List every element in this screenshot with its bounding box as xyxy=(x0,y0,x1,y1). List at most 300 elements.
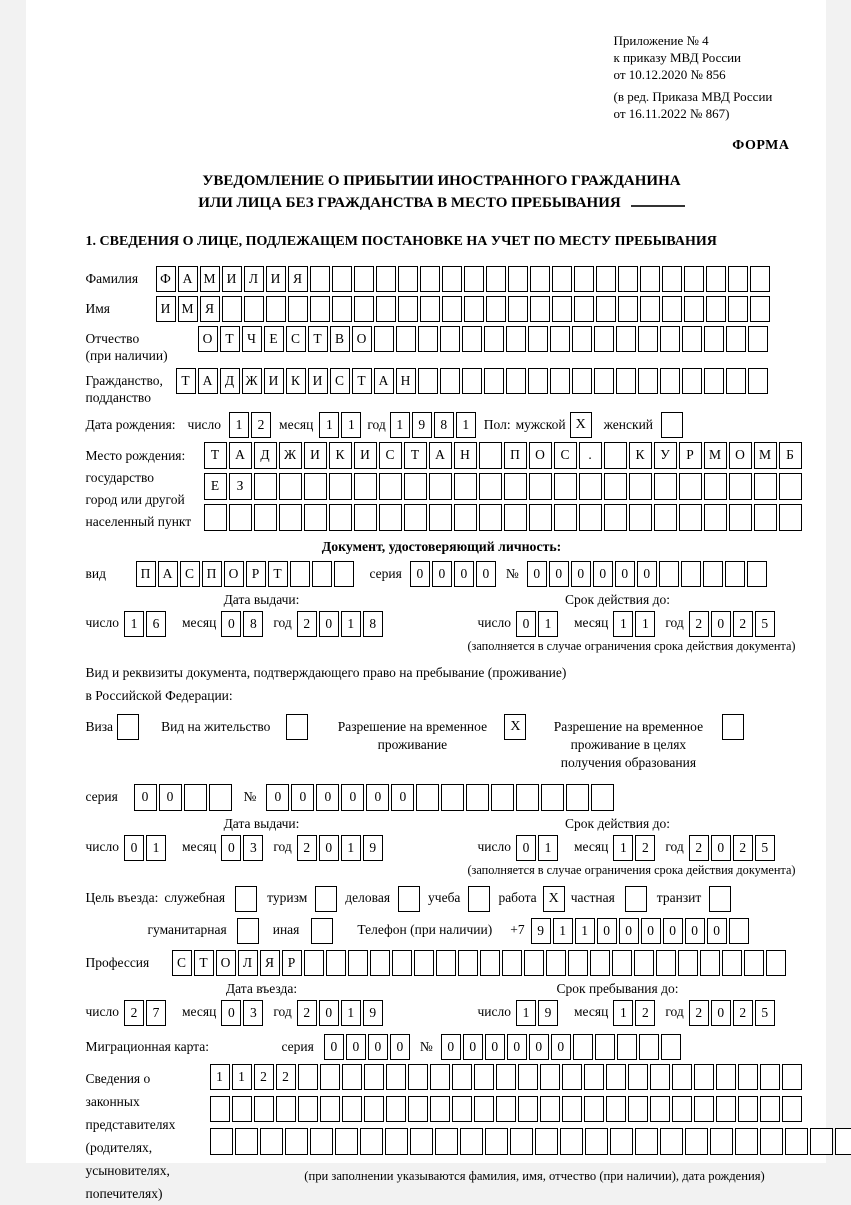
char-cell[interactable] xyxy=(442,296,462,322)
char-cell[interactable]: У xyxy=(654,442,677,469)
char-cell[interactable]: 5 xyxy=(755,835,775,861)
char-cell[interactable] xyxy=(530,296,550,322)
purpose-humanitarian-checkbox[interactable] xyxy=(237,918,259,944)
char-cell[interactable]: 0 xyxy=(324,1034,344,1060)
char-cell[interactable] xyxy=(354,296,374,322)
char-cell[interactable]: 1 xyxy=(635,611,655,637)
char-cell[interactable] xyxy=(480,950,500,976)
char-cell[interactable]: П xyxy=(202,561,222,587)
char-cell[interactable]: О xyxy=(216,950,236,976)
char-cell[interactable]: С xyxy=(554,442,577,469)
char-cell[interactable] xyxy=(310,296,330,322)
char-cell[interactable]: 1 xyxy=(390,412,410,438)
char-cell[interactable] xyxy=(508,296,528,322)
char-cell[interactable] xyxy=(479,473,502,500)
char-cell[interactable]: И xyxy=(354,442,377,469)
char-cell[interactable] xyxy=(729,504,752,531)
char-cell[interactable]: 3 xyxy=(243,835,263,861)
char-cell[interactable]: 0 xyxy=(507,1034,527,1060)
char-cell[interactable] xyxy=(396,326,416,352)
char-cell[interactable] xyxy=(312,561,332,587)
char-cell[interactable]: 0 xyxy=(134,784,157,811)
char-cell[interactable] xyxy=(329,504,352,531)
char-cell[interactable]: 1 xyxy=(538,611,558,637)
char-cell[interactable] xyxy=(379,473,402,500)
char-cell[interactable] xyxy=(750,296,770,322)
char-cell[interactable] xyxy=(618,266,638,292)
char-cell[interactable] xyxy=(640,296,660,322)
char-cell[interactable]: К xyxy=(629,442,652,469)
char-cell[interactable]: 1 xyxy=(229,412,249,438)
char-cell[interactable]: К xyxy=(329,442,352,469)
char-cell[interactable] xyxy=(276,1096,296,1122)
char-cell[interactable] xyxy=(728,296,748,322)
char-cell[interactable]: 2 xyxy=(635,835,655,861)
char-cell[interactable]: . xyxy=(579,442,602,469)
char-cell[interactable]: 0 xyxy=(319,1000,339,1026)
char-cell[interactable] xyxy=(617,1034,637,1060)
char-cell[interactable] xyxy=(442,266,462,292)
char-cell[interactable] xyxy=(440,326,460,352)
temp-residence-education-checkbox[interactable] xyxy=(722,714,744,740)
char-cell[interactable] xyxy=(379,504,402,531)
char-cell[interactable] xyxy=(572,326,592,352)
char-cell[interactable] xyxy=(729,918,749,944)
char-cell[interactable]: 9 xyxy=(412,412,432,438)
char-cell[interactable] xyxy=(684,296,704,322)
char-cell[interactable]: 1 xyxy=(341,412,361,438)
char-cell[interactable]: А xyxy=(158,561,178,587)
char-cell[interactable]: 8 xyxy=(363,611,383,637)
char-cell[interactable]: 0 xyxy=(597,918,617,944)
char-cell[interactable]: 0 xyxy=(711,835,731,861)
char-cell[interactable] xyxy=(385,1128,408,1155)
char-cell[interactable]: 0 xyxy=(711,1000,731,1026)
char-cell[interactable]: В xyxy=(330,326,350,352)
char-cell[interactable] xyxy=(650,1096,670,1122)
char-cell[interactable] xyxy=(716,1064,736,1090)
char-cell[interactable] xyxy=(232,1096,252,1122)
char-cell[interactable] xyxy=(606,1096,626,1122)
char-cell[interactable] xyxy=(735,1128,758,1155)
char-cell[interactable] xyxy=(210,1096,230,1122)
char-cell[interactable] xyxy=(682,326,702,352)
char-cell[interactable] xyxy=(594,326,614,352)
temp-residence-checkbox[interactable]: X xyxy=(504,714,526,740)
char-cell[interactable]: Т xyxy=(194,950,214,976)
char-cell[interactable]: М xyxy=(178,296,198,322)
char-cell[interactable] xyxy=(554,473,577,500)
char-cell[interactable] xyxy=(612,950,632,976)
char-cell[interactable] xyxy=(408,1064,428,1090)
char-cell[interactable] xyxy=(506,326,526,352)
char-cell[interactable] xyxy=(706,266,726,292)
char-cell[interactable] xyxy=(616,368,636,394)
char-cell[interactable]: С xyxy=(180,561,200,587)
char-cell[interactable] xyxy=(554,504,577,531)
char-cell[interactable] xyxy=(479,442,502,469)
char-cell[interactable] xyxy=(329,473,352,500)
char-cell[interactable]: 1 xyxy=(210,1064,230,1090)
char-cell[interactable]: 2 xyxy=(297,835,317,861)
char-cell[interactable]: 0 xyxy=(346,1034,366,1060)
char-cell[interactable]: 9 xyxy=(538,1000,558,1026)
char-cell[interactable] xyxy=(288,296,308,322)
char-cell[interactable] xyxy=(560,1128,583,1155)
char-cell[interactable]: 0 xyxy=(619,918,639,944)
char-cell[interactable]: 1 xyxy=(124,611,144,637)
char-cell[interactable] xyxy=(435,1128,458,1155)
char-cell[interactable]: А xyxy=(229,442,252,469)
char-cell[interactable] xyxy=(678,950,698,976)
char-cell[interactable] xyxy=(728,266,748,292)
char-cell[interactable] xyxy=(209,784,232,811)
char-cell[interactable] xyxy=(704,368,724,394)
char-cell[interactable]: 0 xyxy=(319,611,339,637)
char-cell[interactable] xyxy=(596,296,616,322)
char-cell[interactable]: 0 xyxy=(221,611,241,637)
char-cell[interactable]: 5 xyxy=(755,611,775,637)
char-cell[interactable]: 1 xyxy=(538,835,558,861)
char-cell[interactable] xyxy=(685,1128,708,1155)
char-cell[interactable] xyxy=(596,266,616,292)
char-cell[interactable]: 2 xyxy=(251,412,271,438)
char-cell[interactable] xyxy=(681,561,701,587)
char-cell[interactable] xyxy=(660,1128,683,1155)
char-cell[interactable] xyxy=(754,504,777,531)
char-cell[interactable] xyxy=(634,950,654,976)
char-cell[interactable] xyxy=(332,296,352,322)
char-cell[interactable] xyxy=(530,266,550,292)
char-cell[interactable]: О xyxy=(529,442,552,469)
char-cell[interactable]: 1 xyxy=(613,1000,633,1026)
char-cell[interactable]: 2 xyxy=(297,611,317,637)
char-cell[interactable]: 0 xyxy=(291,784,314,811)
char-cell[interactable] xyxy=(386,1064,406,1090)
char-cell[interactable] xyxy=(430,1096,450,1122)
char-cell[interactable]: Р xyxy=(679,442,702,469)
char-cell[interactable] xyxy=(420,266,440,292)
char-cell[interactable]: 0 xyxy=(441,1034,461,1060)
char-cell[interactable] xyxy=(279,504,302,531)
char-cell[interactable]: 1 xyxy=(232,1064,252,1090)
char-cell[interactable] xyxy=(725,561,745,587)
char-cell[interactable] xyxy=(491,784,514,811)
char-cell[interactable] xyxy=(392,950,412,976)
char-cell[interactable] xyxy=(684,266,704,292)
char-cell[interactable] xyxy=(590,950,610,976)
char-cell[interactable] xyxy=(572,368,592,394)
char-cell[interactable]: 7 xyxy=(146,1000,166,1026)
char-cell[interactable]: 2 xyxy=(733,611,753,637)
char-cell[interactable] xyxy=(462,368,482,394)
char-cell[interactable] xyxy=(585,1128,608,1155)
char-cell[interactable] xyxy=(716,1096,736,1122)
char-cell[interactable] xyxy=(573,1034,593,1060)
char-cell[interactable] xyxy=(628,1096,648,1122)
char-cell[interactable]: 3 xyxy=(243,1000,263,1026)
char-cell[interactable] xyxy=(754,473,777,500)
char-cell[interactable]: 1 xyxy=(146,835,166,861)
char-cell[interactable]: 0 xyxy=(476,561,496,587)
char-cell[interactable] xyxy=(639,1034,659,1060)
char-cell[interactable] xyxy=(332,266,352,292)
char-cell[interactable]: 0 xyxy=(551,1034,571,1060)
char-cell[interactable] xyxy=(320,1096,340,1122)
char-cell[interactable] xyxy=(441,784,464,811)
char-cell[interactable]: 2 xyxy=(689,611,709,637)
char-cell[interactable]: 8 xyxy=(434,412,454,438)
char-cell[interactable] xyxy=(506,368,526,394)
char-cell[interactable] xyxy=(635,1128,658,1155)
char-cell[interactable] xyxy=(594,368,614,394)
char-cell[interactable]: 0 xyxy=(432,561,452,587)
char-cell[interactable]: К xyxy=(286,368,306,394)
char-cell[interactable] xyxy=(529,504,552,531)
char-cell[interactable] xyxy=(464,296,484,322)
char-cell[interactable] xyxy=(616,326,636,352)
char-cell[interactable] xyxy=(584,1064,604,1090)
char-cell[interactable] xyxy=(562,1096,582,1122)
char-cell[interactable] xyxy=(694,1064,714,1090)
char-cell[interactable] xyxy=(508,266,528,292)
char-cell[interactable] xyxy=(738,1096,758,1122)
char-cell[interactable]: А xyxy=(198,368,218,394)
char-cell[interactable] xyxy=(540,1096,560,1122)
char-cell[interactable] xyxy=(604,442,627,469)
char-cell[interactable] xyxy=(229,504,252,531)
char-cell[interactable] xyxy=(562,1064,582,1090)
char-cell[interactable]: 1 xyxy=(516,1000,536,1026)
char-cell[interactable]: 0 xyxy=(266,784,289,811)
char-cell[interactable]: Л xyxy=(244,266,264,292)
char-cell[interactable]: 2 xyxy=(689,1000,709,1026)
char-cell[interactable]: 8 xyxy=(243,611,263,637)
char-cell[interactable]: Р xyxy=(282,950,302,976)
char-cell[interactable] xyxy=(672,1064,692,1090)
char-cell[interactable] xyxy=(429,504,452,531)
char-cell[interactable] xyxy=(254,504,277,531)
char-cell[interactable]: 0 xyxy=(390,1034,410,1060)
char-cell[interactable] xyxy=(235,1128,258,1155)
char-cell[interactable]: 0 xyxy=(516,611,536,637)
char-cell[interactable]: Т xyxy=(268,561,288,587)
char-cell[interactable] xyxy=(504,473,527,500)
char-cell[interactable]: Т xyxy=(352,368,372,394)
char-cell[interactable] xyxy=(541,784,564,811)
char-cell[interactable] xyxy=(810,1128,833,1155)
char-cell[interactable] xyxy=(638,368,658,394)
char-cell[interactable] xyxy=(484,326,504,352)
char-cell[interactable] xyxy=(376,296,396,322)
char-cell[interactable] xyxy=(290,561,310,587)
sex-female-checkbox[interactable] xyxy=(661,412,683,438)
char-cell[interactable]: 0 xyxy=(391,784,414,811)
char-cell[interactable] xyxy=(748,326,768,352)
char-cell[interactable]: 0 xyxy=(366,784,389,811)
char-cell[interactable] xyxy=(568,950,588,976)
char-cell[interactable]: 0 xyxy=(663,918,683,944)
char-cell[interactable] xyxy=(579,504,602,531)
residence-permit-checkbox[interactable] xyxy=(286,714,308,740)
char-cell[interactable] xyxy=(464,266,484,292)
char-cell[interactable] xyxy=(386,1096,406,1122)
char-cell[interactable]: 5 xyxy=(755,1000,775,1026)
char-cell[interactable] xyxy=(496,1096,516,1122)
char-cell[interactable] xyxy=(710,1128,733,1155)
char-cell[interactable]: Л xyxy=(238,950,258,976)
char-cell[interactable]: Е xyxy=(264,326,284,352)
char-cell[interactable] xyxy=(418,368,438,394)
char-cell[interactable] xyxy=(766,950,786,976)
char-cell[interactable] xyxy=(546,950,566,976)
char-cell[interactable] xyxy=(304,504,327,531)
char-cell[interactable] xyxy=(662,266,682,292)
char-cell[interactable] xyxy=(266,296,286,322)
char-cell[interactable]: 9 xyxy=(531,918,551,944)
char-cell[interactable]: 0 xyxy=(221,835,241,861)
char-cell[interactable] xyxy=(606,1064,626,1090)
char-cell[interactable] xyxy=(738,1064,758,1090)
char-cell[interactable]: С xyxy=(379,442,402,469)
char-cell[interactable]: 2 xyxy=(733,1000,753,1026)
char-cell[interactable] xyxy=(364,1096,384,1122)
char-cell[interactable] xyxy=(703,561,723,587)
char-cell[interactable]: М xyxy=(754,442,777,469)
char-cell[interactable]: Т xyxy=(308,326,328,352)
char-cell[interactable]: И xyxy=(222,266,242,292)
char-cell[interactable]: Т xyxy=(204,442,227,469)
char-cell[interactable]: Ч xyxy=(242,326,262,352)
char-cell[interactable]: 2 xyxy=(689,835,709,861)
char-cell[interactable] xyxy=(760,1096,780,1122)
char-cell[interactable] xyxy=(662,296,682,322)
char-cell[interactable] xyxy=(474,1096,494,1122)
char-cell[interactable]: 0 xyxy=(410,561,430,587)
char-cell[interactable] xyxy=(452,1096,472,1122)
char-cell[interactable] xyxy=(640,266,660,292)
char-cell[interactable]: 1 xyxy=(575,918,595,944)
char-cell[interactable] xyxy=(479,504,502,531)
char-cell[interactable] xyxy=(704,504,727,531)
char-cell[interactable] xyxy=(204,504,227,531)
char-cell[interactable] xyxy=(348,950,368,976)
char-cell[interactable] xyxy=(298,1096,318,1122)
char-cell[interactable] xyxy=(518,1096,538,1122)
char-cell[interactable] xyxy=(779,473,802,500)
char-cell[interactable] xyxy=(782,1096,802,1122)
char-cell[interactable]: 9 xyxy=(363,1000,383,1026)
purpose-other-checkbox[interactable] xyxy=(311,918,333,944)
char-cell[interactable]: 0 xyxy=(529,1034,549,1060)
char-cell[interactable]: Р xyxy=(246,561,266,587)
char-cell[interactable] xyxy=(782,1064,802,1090)
char-cell[interactable] xyxy=(518,1064,538,1090)
char-cell[interactable] xyxy=(638,326,658,352)
char-cell[interactable]: 2 xyxy=(124,1000,144,1026)
char-cell[interactable] xyxy=(679,473,702,500)
char-cell[interactable] xyxy=(210,1128,233,1155)
char-cell[interactable] xyxy=(629,504,652,531)
char-cell[interactable] xyxy=(747,561,767,587)
char-cell[interactable] xyxy=(304,473,327,500)
char-cell[interactable] xyxy=(454,473,477,500)
char-cell[interactable] xyxy=(408,1096,428,1122)
char-cell[interactable]: 1 xyxy=(341,1000,361,1026)
char-cell[interactable]: 2 xyxy=(733,835,753,861)
char-cell[interactable]: И xyxy=(308,368,328,394)
char-cell[interactable]: Д xyxy=(254,442,277,469)
char-cell[interactable] xyxy=(376,266,396,292)
char-cell[interactable]: 0 xyxy=(341,784,364,811)
char-cell[interactable]: П xyxy=(136,561,156,587)
char-cell[interactable] xyxy=(584,1096,604,1122)
char-cell[interactable] xyxy=(486,296,506,322)
char-cell[interactable] xyxy=(285,1128,308,1155)
char-cell[interactable] xyxy=(574,266,594,292)
char-cell[interactable] xyxy=(484,368,504,394)
char-cell[interactable] xyxy=(454,504,477,531)
char-cell[interactable] xyxy=(524,950,544,976)
char-cell[interactable] xyxy=(360,1128,383,1155)
char-cell[interactable] xyxy=(279,473,302,500)
char-cell[interactable]: 2 xyxy=(297,1000,317,1026)
char-cell[interactable]: 1 xyxy=(341,835,361,861)
char-cell[interactable]: И xyxy=(264,368,284,394)
char-cell[interactable] xyxy=(254,473,277,500)
char-cell[interactable]: 0 xyxy=(316,784,339,811)
char-cell[interactable]: 0 xyxy=(707,918,727,944)
char-cell[interactable]: 0 xyxy=(685,918,705,944)
char-cell[interactable] xyxy=(374,326,394,352)
char-cell[interactable] xyxy=(722,950,742,976)
char-cell[interactable]: Я xyxy=(200,296,220,322)
char-cell[interactable]: 2 xyxy=(276,1064,296,1090)
purpose-business-checkbox[interactable] xyxy=(398,886,420,912)
char-cell[interactable] xyxy=(529,473,552,500)
char-cell[interactable] xyxy=(298,1064,318,1090)
char-cell[interactable]: 1 xyxy=(341,611,361,637)
char-cell[interactable]: 0 xyxy=(485,1034,505,1060)
char-cell[interactable] xyxy=(679,504,702,531)
char-cell[interactable]: 9 xyxy=(363,835,383,861)
char-cell[interactable]: 0 xyxy=(124,835,144,861)
char-cell[interactable] xyxy=(694,1096,714,1122)
char-cell[interactable] xyxy=(729,473,752,500)
char-cell[interactable] xyxy=(420,296,440,322)
char-cell[interactable] xyxy=(574,296,594,322)
char-cell[interactable]: 0 xyxy=(637,561,657,587)
char-cell[interactable] xyxy=(682,368,702,394)
char-cell[interactable]: П xyxy=(504,442,527,469)
char-cell[interactable] xyxy=(760,1128,783,1155)
char-cell[interactable] xyxy=(452,1064,472,1090)
char-cell[interactable] xyxy=(460,1128,483,1155)
char-cell[interactable] xyxy=(566,784,589,811)
char-cell[interactable] xyxy=(704,326,724,352)
char-cell[interactable]: 0 xyxy=(527,561,547,587)
char-cell[interactable] xyxy=(528,326,548,352)
char-cell[interactable]: 1 xyxy=(613,611,633,637)
purpose-study-checkbox[interactable] xyxy=(468,886,490,912)
purpose-transit-checkbox[interactable] xyxy=(709,886,731,912)
char-cell[interactable]: 0 xyxy=(549,561,569,587)
char-cell[interactable] xyxy=(342,1096,362,1122)
char-cell[interactable] xyxy=(654,473,677,500)
char-cell[interactable]: Н xyxy=(396,368,416,394)
char-cell[interactable] xyxy=(466,784,489,811)
char-cell[interactable]: С xyxy=(172,950,192,976)
